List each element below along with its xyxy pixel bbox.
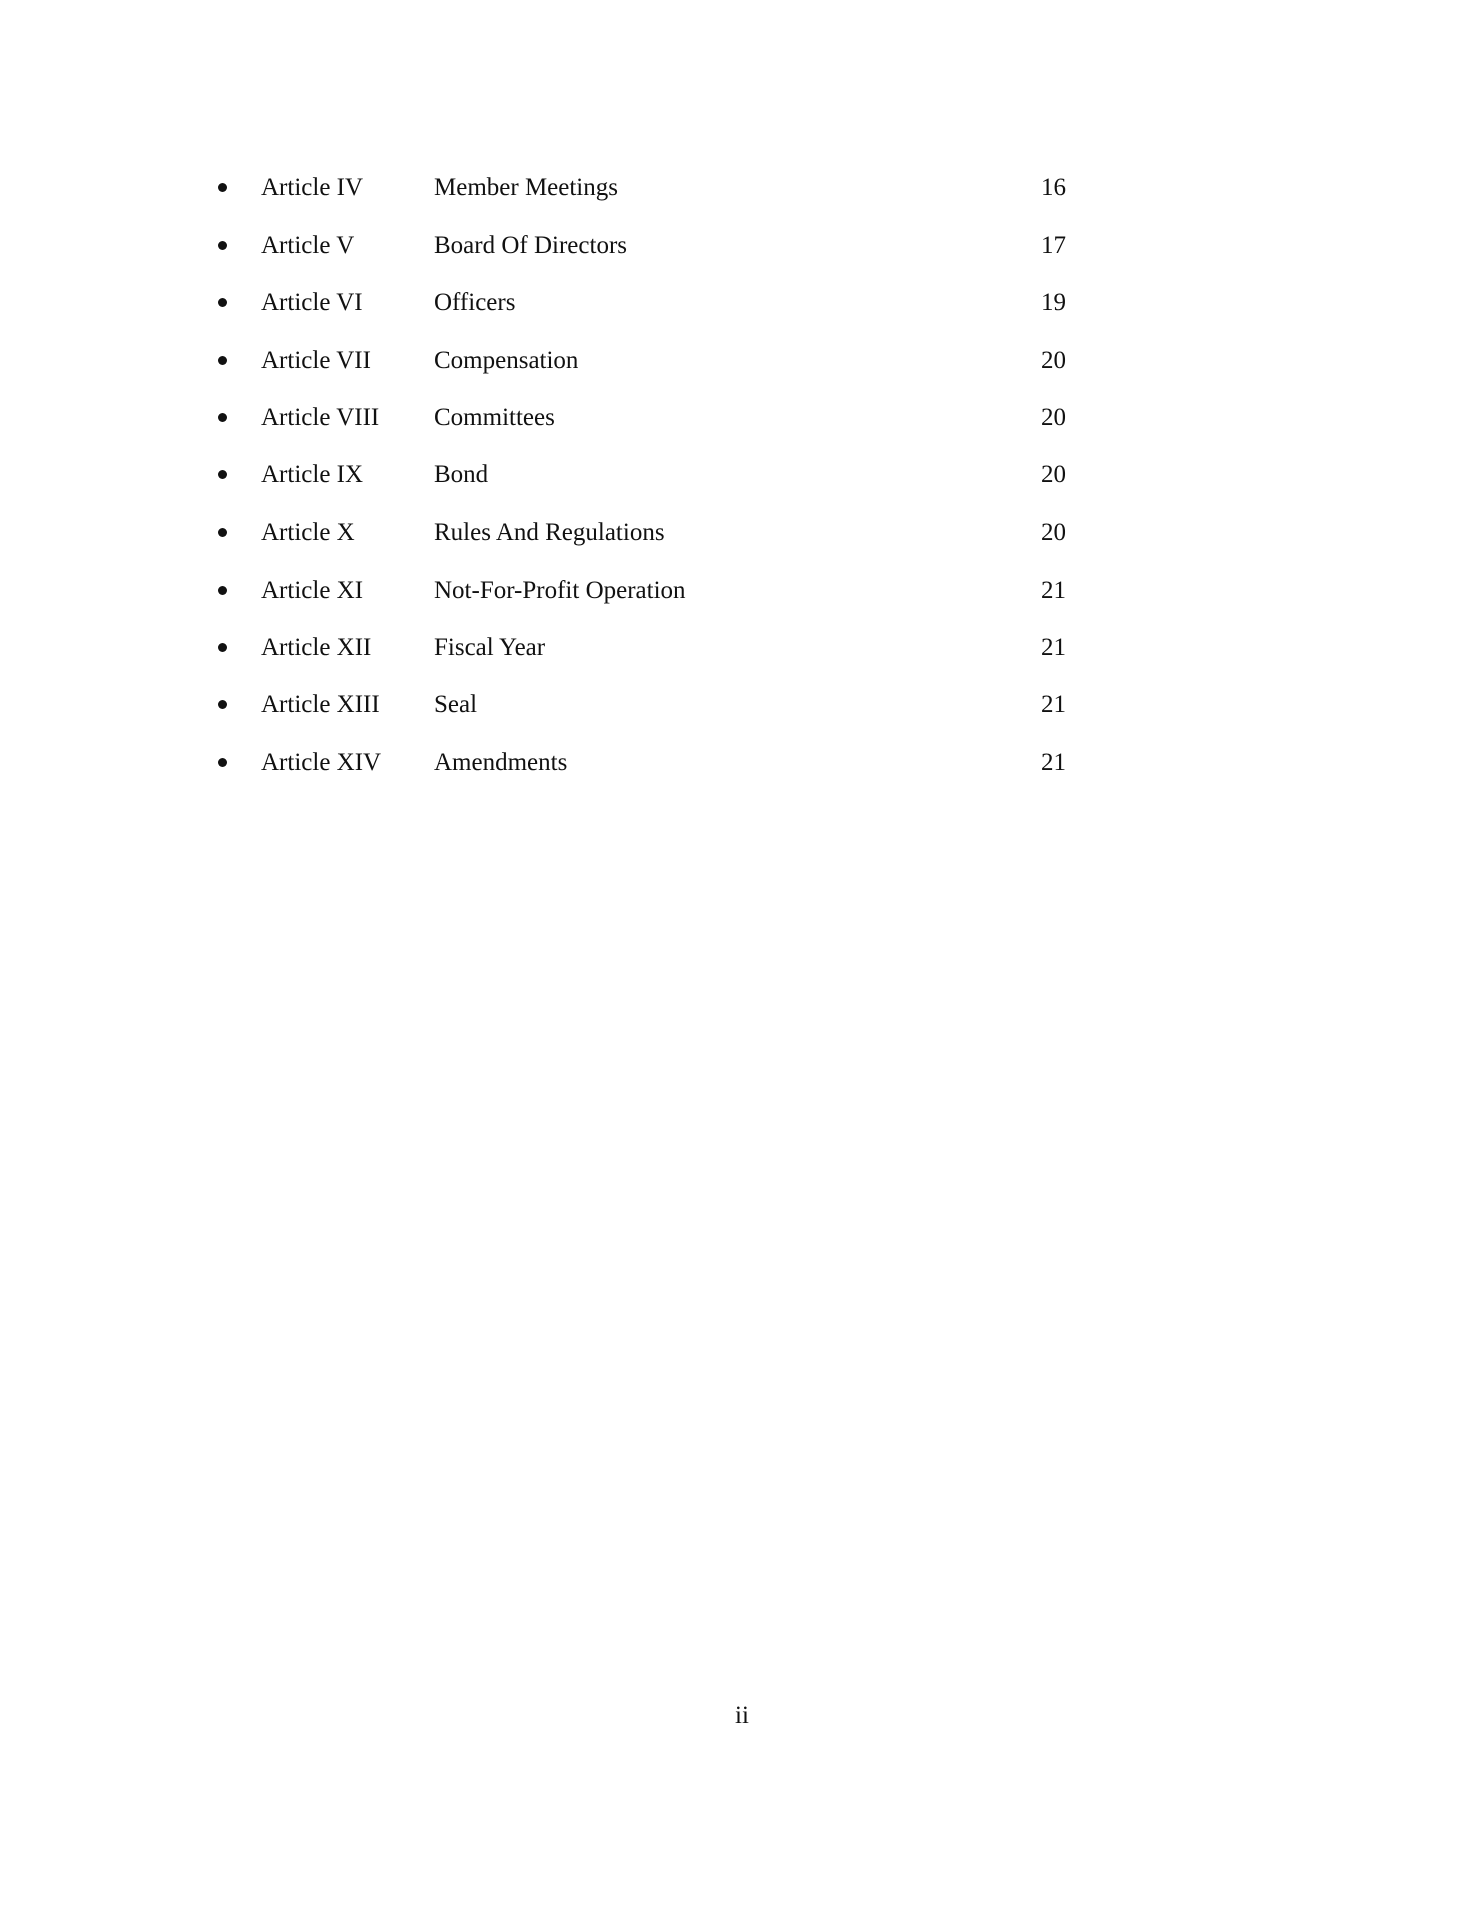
toc-article-number: Article XI — [261, 577, 364, 604]
toc-entry — [0, 226, 1484, 266]
bullet-icon — [218, 183, 227, 192]
bullet-icon — [218, 643, 227, 652]
toc-entry — [0, 283, 1484, 323]
toc-article-title: Committees — [434, 404, 555, 431]
toc-page-reference: 21 — [1041, 691, 1066, 718]
toc-article-title: Fiscal Year — [434, 634, 546, 661]
toc-article-number: Article V — [261, 232, 355, 259]
toc-article-number: Article IV — [261, 174, 364, 201]
toc-entry — [0, 571, 1484, 611]
bullet-icon — [218, 241, 227, 250]
toc-article-number: Article XIII — [261, 691, 380, 718]
toc-article-title: Amendments — [434, 749, 568, 776]
bullet-icon — [218, 298, 227, 307]
toc-entry — [0, 455, 1484, 495]
toc-article-number: Article XII — [261, 634, 372, 661]
toc-page-reference: 20 — [1041, 461, 1066, 488]
bullet-icon — [218, 470, 227, 479]
bullet-icon — [218, 700, 227, 709]
toc-page-reference: 21 — [1041, 634, 1066, 661]
bullet-icon — [218, 356, 227, 365]
toc-page-reference: 21 — [1041, 749, 1066, 776]
bullet-icon — [218, 758, 227, 767]
toc-article-title: Bond — [434, 461, 489, 488]
toc-page-reference: 21 — [1041, 577, 1066, 604]
toc-article-title: Member Meetings — [434, 174, 618, 201]
toc-article-title: Compensation — [434, 347, 579, 374]
toc-article-number: Article VI — [261, 289, 363, 316]
bullet-icon — [218, 586, 227, 595]
toc-page-reference: 20 — [1041, 347, 1066, 374]
toc-page-reference: 19 — [1041, 289, 1066, 316]
toc-page-reference: 20 — [1041, 404, 1066, 431]
toc-article-number: Article X — [261, 519, 355, 546]
toc-entry — [0, 398, 1484, 438]
toc-entry — [0, 628, 1484, 668]
toc-entry — [0, 513, 1484, 553]
bullet-icon — [218, 413, 227, 422]
toc-article-title: Rules And Regulations — [434, 519, 665, 546]
toc-article-number: Article XIV — [261, 749, 382, 776]
toc-entry — [0, 168, 1484, 208]
toc-entry — [0, 341, 1484, 381]
toc-article-number: Article VII — [261, 347, 371, 374]
toc-page-reference: 16 — [1041, 174, 1066, 201]
toc-page-reference: 17 — [1041, 232, 1066, 259]
toc-entry — [0, 743, 1484, 783]
toc-page-reference: 20 — [1041, 519, 1066, 546]
toc-article-title: Board Of Directors — [434, 232, 627, 259]
toc-article-title: Not-For-Profit Operation — [434, 577, 686, 604]
toc-article-number: Article VIII — [261, 404, 380, 431]
toc-article-title: Seal — [434, 691, 478, 718]
bullet-icon — [218, 528, 227, 537]
page-number: ii — [735, 1702, 749, 1729]
toc-article-title: Officers — [434, 289, 516, 316]
toc-article-number: Article IX — [261, 461, 364, 488]
toc-entry — [0, 685, 1484, 725]
